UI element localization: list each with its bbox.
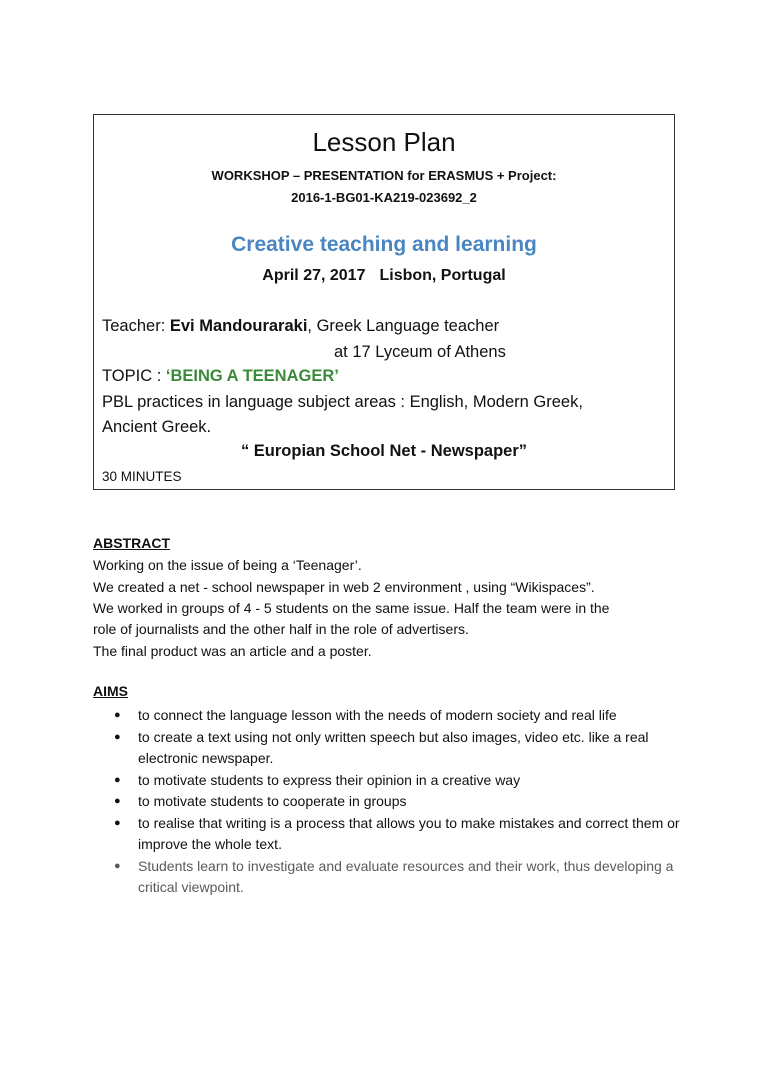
aims-item-text: to realise that writing is a process that allows you to make mistakes and correct them or improve the whole text.	[138, 814, 680, 852]
aims-item	[93, 727, 683, 770]
teacher-line	[102, 317, 499, 336]
aims-item	[93, 705, 683, 727]
lesson-plan-title: Lesson Plan	[312, 127, 456, 157]
pbl-line-2: Ancient Greek.	[102, 418, 212, 436]
headline: Creative teaching and learning	[231, 233, 537, 256]
topic-line	[102, 367, 339, 386]
location: Lisbon, Portugal	[379, 267, 506, 284]
bullet-icon: ●	[114, 795, 121, 807]
date: April 27, 2017	[262, 267, 366, 284]
aims-item-text: to create a text using not only written speech but also images, video etc. like a real electronic newspaper.	[138, 728, 649, 766]
aims-item	[93, 770, 683, 792]
aims-item-text: Students learn to investigate and evaluate resources and their work, thus developing a critical viewpoint.	[138, 857, 674, 895]
pbl-line-1: PBL practices in language subject areas : English, Modern Greek,	[102, 393, 583, 411]
aims-item-text: to motivate students to cooperate in groups	[138, 793, 407, 809]
abstract-heading: ABSTRACT	[93, 535, 170, 551]
newspaper-title: “ Europian School Net - Newspaper”	[240, 442, 528, 460]
abstract-line: We worked in groups of 4 - 5 students on the same issue. Half the team were in the	[93, 600, 610, 616]
abstract-line: We created a net - school newspaper in web 2 environment , using “Wikispaces”.	[93, 579, 595, 595]
aims-item	[93, 856, 683, 899]
abstract-line: The final product was an article and a poster.	[93, 643, 372, 659]
topic-value: ‘BEING A TEENAGER’	[165, 367, 339, 385]
bullet-icon: ●	[114, 730, 121, 743]
aims-heading: AIMS	[93, 683, 128, 699]
duration: 30 MINUTES	[102, 469, 182, 484]
bullet-icon: ●	[114, 773, 121, 786]
project-code: 2016-1-BG01-KA219-023692_2	[291, 190, 477, 205]
bullet-icon: ●	[114, 709, 121, 721]
bullet-icon: ●	[114, 816, 121, 829]
aims-item	[93, 813, 683, 856]
aims-item-text: to motivate students to express their opinion in a creative way	[138, 771, 521, 788]
teacher-role: , Greek Language teacher	[307, 317, 500, 335]
teacher-school: at 17 Lyceum of Athens	[334, 343, 506, 361]
abstract-line: role of journalists and the other half in the role of advertisers.	[93, 621, 469, 637]
aims-item	[93, 791, 683, 813]
aims-item-text: to connect the language lesson with the needs of modern society and real life	[138, 707, 617, 723]
topic-label: TOPIC :	[102, 367, 166, 385]
teacher-name: Evi Mandouraraki	[169, 317, 308, 335]
date-location	[94, 267, 674, 285]
aims-list	[93, 705, 683, 899]
teacher-label: Teacher:	[102, 317, 170, 335]
workshop-subtitle: WORKSHOP – PRESENTATION for ERASMUS + Project:	[211, 168, 557, 183]
bullet-icon: ●	[114, 859, 121, 872]
abstract-line: Working on the issue of being a ‘Teenager’.	[93, 557, 362, 573]
lesson-plan-header-box	[93, 114, 675, 490]
